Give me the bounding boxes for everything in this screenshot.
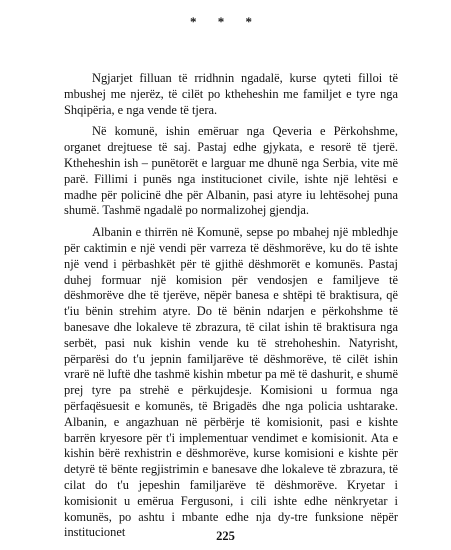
page-number: 225 (216, 529, 235, 543)
section-separator: * * * (190, 14, 261, 29)
body-text (64, 71, 398, 541)
paragraph-2: Në komunë, ishin emëruar nga Qeveria e Përkohshme, organet drejtuese të saj. Pastaj edhe gjykata, e resorë të tjerë. Ktheheshin ish – punëtorët e larguar me dhunë nga Serbia, vite më parë. Fillimi i punës nga institucionet civile, ishte një lehtësi e madhe për policinë dhe për Albanin, pasi atyre iu lehtësohej puna shumë. Tashmë ngadalë po normalizohej gjendja. (64, 124, 398, 218)
paragraph-3: Albanin e thirrën në Komunë, sepse po mbahej një mbledhje për caktimin e një vendi për varreza të dëshmorëve, ku do të ishte një vend i përbashkët për të gjithë dëshmorët e komunës. Pastaj duhej formuar një komision për vendosjen e familjeve të dëshmorëve dhe të tjerëve, nëpër banesa e shtëpi të braktisura, që t'iu bënin strehim atyre. Do të bënin ndarjen e përkohshme të banesave dhe lokaleve të zbrazura, të cilat ishin të braktisura nga serbët, pasi nuk kishin vende ku të strehoheshin. Natyrisht, përparësi do t'u jepnin familjarëve të dëshmorëve, të cilët ishin vrarë në luftë dhe tashmë kishin mbetur pa më të dashurit, e shumë prej tyre pa strehë e përkujdesje. Komisioni u formua nga përfaqësuesit e komunës, të Brigadës dhe nga policia ushtarake. Albanin, e angazhuan në përbërje të komisionit, pasi e kishte barrën kryesore për t'i implementuar vendimet e komisionit. Ata e kishin bërë rexhistrin e dëshmorëve, kurse komisioni e kishte për detyrë të bënte regjistrimin e banesave dhe lokaleve të zbrazura, të cilat do t'u jepeshin familjarëve të dëshmorëve. Kryetar i komisionit u emërua Fergusoni, i cili ishte edhe nënkryetar i komunës, po ashtu i mbante edhe nja dy-tre funksione nëpër institucionet (64, 225, 398, 540)
paragraph-1: Ngjarjet filluan të rridhnin ngadalë, kurse qyteti filloi të mbushej me njerëz, të cilët po ktheheshin me familjet e tyre nga Shqipëria, e nga vende të tjera. (64, 71, 398, 117)
